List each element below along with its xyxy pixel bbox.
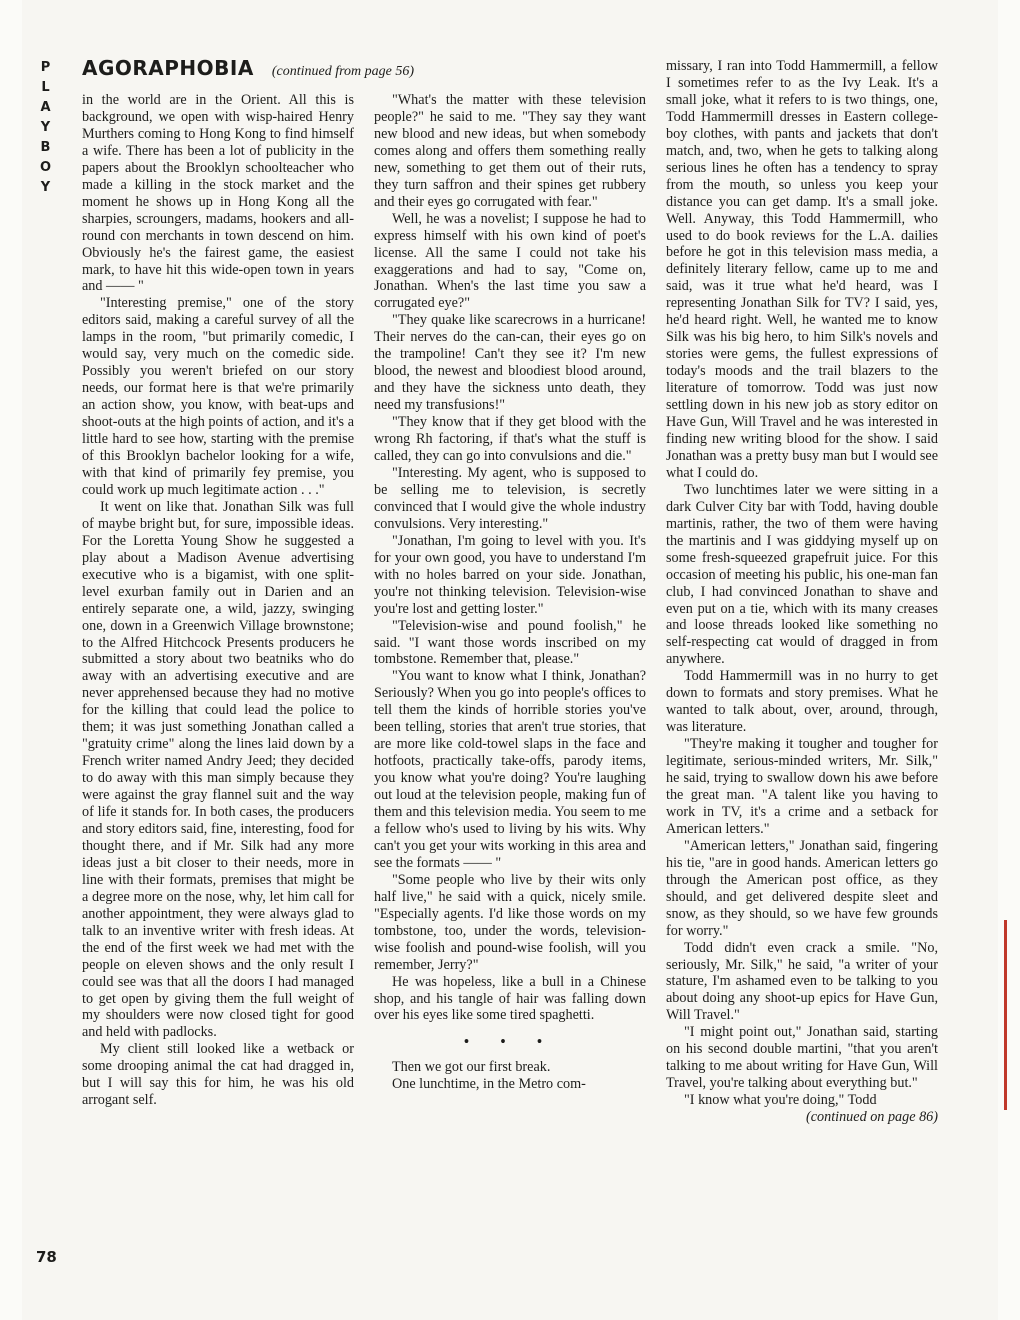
paragraph: "They quake like scarecrows in a hurricane! Their nerves do the can-can, their eyes go on the trampoline! Can't they see it? I'm new blood, the newest and bloodiest blood around, and they have the sickness unto death, they need my transfusions!" bbox=[374, 312, 646, 414]
paragraph: "Interesting. My agent, who is supposed to be selling me to television, is secretly convinced that I would give the whole industry convulsions. Very interesting." bbox=[374, 464, 646, 532]
paragraph: "Jonathan, I'm going to level with you. It's for your own good, you have to understand I'm with no holes barred on your side. Jonathan, you're not thinking television. Television-wise you're lost and getting loster." bbox=[374, 532, 646, 617]
side-letter: Y bbox=[40, 120, 52, 135]
magazine-side-label bbox=[36, 58, 56, 198]
continued-on-note: (continued on page 86) bbox=[806, 1109, 938, 1126]
paragraph: Two lunchtimes later we were sitting in a dark Culver City bar with Todd, having double martinis, rather, the two of them were having the martinis and I was giddying myself up on some fresh-squeezed grapefruit juice. For this occasion of meeting his public, his one-man fan club, I had convinced Jonathan to shave and even put on a tie, which with its many creases and loose threads looked like something no self-respecting cat would of dragged in from anywhere. bbox=[666, 481, 938, 668]
text-column-1 bbox=[82, 92, 354, 1109]
section-break: • • • bbox=[464, 1034, 556, 1051]
paragraph: "What's the matter with these television people?" he said to me. "They say they want new blood and new ideas, but when somebody comes along and offers them something really new, something to get them out of their ruts, they turn saffron and their spines get rubbery and their eyes go corrugated with fear." bbox=[374, 92, 646, 210]
paragraph: "They're making it tougher and tougher for legitimate, serious-minded writers, Mr. Silk," he said, trying to swallow down his awe before the great man. "A talent like you having to work in TV, it's a crime and a setback for American letters." bbox=[666, 736, 938, 837]
paragraph: Todd didn't even crack a smile. "No, seriously, Mr. Silk," he said, "a writer of your stature, I'm ashamed even to be talking to you about doing any shoot-up epics for Have Gun, Will Travel." bbox=[666, 939, 938, 1024]
text-column-3 bbox=[666, 58, 938, 1126]
paragraph: Todd Hammermill was in no hurry to get down to formats and story premises. What he wanted to talk about, over, around, through, was literature. bbox=[666, 668, 938, 736]
side-letter: B bbox=[40, 140, 52, 155]
paragraph: "I might point out," Jonathan said, starting on his second double martini, "that you aren't talking to me about writing for Have Gun, Will Travel, you're talking about everything but." bbox=[666, 1024, 938, 1092]
paragraph: "I know what you're doing," Todd bbox=[684, 1092, 877, 1109]
page-number: 78 bbox=[36, 1248, 57, 1266]
paragraph: It went on like that. Jonathan Silk was full of maybe bright but, for sure, impossible ideas. For the Loretta Young Show he suggested a play about a Madison Avenue advertising executive who is a bigamist, with one split-level exurban family out in Darien and an entirely separate one, a wild, jazzy, swinging one, down in a Greenwich Village brownstone; to the Alfred Hitchcock Presents producers he submitted a story about two beatniks who do away with an advertising executive and are never apprehensed because they had no motive for the killing that could lead the police to them; it was just something Jonathan called a "gratuity crime" along the lines laid down by a French writer named Andry Jeed; they decided to do away with this man simply because they were against the gray flannel suit and the way of life it stands for. In both cases, the producers and story editors said, fine, interesting, food for thought there, and if Mr. Silk had any more ideas just a bit closer to their needs, more in line with their formats, premises that might be a degree more on the nose, why, let him call for another appointment, they were always glad to talk to an inventive writer with fresh ideas. At the end of the first week we had met with the people on eleven shows and the only result I could see was that all the doors I had managed to get open by giving them the full weight of my shoulders were now closed tight for good and held with padlocks. bbox=[82, 498, 354, 1041]
side-letter: O bbox=[39, 160, 53, 175]
side-letter: Y bbox=[40, 180, 52, 195]
paragraph: in the world are in the Orient. All this is background, we open with wisp-haired Henry Murthers coming to Hong Kong to find himself a wife. There has been a lot of publicity in the papers about the Brooklyn schoolteacher who made a killing in the stock market and the moment he shows up in Hong Kong all the sharpies, scroungers, madams, hookers and all-round con merchants in town descend on him. Obviously he's the fairest game, the easiest mark, to have hit this wide-open town in years and —— " bbox=[82, 92, 354, 295]
text-column-2 bbox=[374, 92, 646, 1093]
side-letter: L bbox=[41, 80, 51, 95]
side-letter: A bbox=[40, 100, 52, 115]
paragraph: "You want to know what I think, Jonathan? Seriously? When you go into people's offices to tell them the kinds of horrible stories you've been telling, stories that aren't true stories, that are more like cold-towel slaps in the face and hotfoots, practically take-offs, parody items, you know what you're doing? You're laughing out loud at the television people, making fun of them and this television media. You seem to me a fellow who's used to living by his wits. Why can't you get your wits working in this area and see the formats —— " bbox=[374, 668, 646, 871]
paragraph: My client still looked like a wetback or some drooping animal the cat had dragged in, but I will say this for him, he was his old arrogant self. bbox=[82, 1041, 354, 1109]
paragraph: "They know that if they get blood with the wrong Rh factoring, if that's what the stuff is called, they can go into convulsions and die." bbox=[374, 414, 646, 465]
paragraph: "Television-wise and pound foolish," he said. "I want those words inscribed on my tombstone. Remember that, please." bbox=[374, 617, 646, 668]
paragraph: "Interesting premise," one of the story editors said, making a careful survey of all the lamps in the room, "but primarily comedic, I would say, very much on the comedic side. Possibly you weren't briefed on our story needs, our format here is that we're primarily an action show, you know, with beat-ups and shoot-outs at the high points of action, and it's a little hard to see how, starting with the premise of this Brooklyn bachelor looking for a wife, with that kind of primarily fey premise, you could work up much legitimate action . . ." bbox=[82, 295, 354, 498]
article-header bbox=[82, 56, 414, 80]
continued-from-note: (continued from page 56) bbox=[271, 64, 415, 79]
paragraph: One lunchtime, in the Metro com- bbox=[392, 1076, 586, 1093]
side-letter: P bbox=[40, 60, 52, 75]
paragraph: He was hopeless, like a bull in a Chinese shop, and his tangle of hair was falling down over his eyes like some tired spaghetti. bbox=[374, 973, 646, 1024]
page-edge-mark bbox=[1004, 920, 1007, 1110]
paragraph: "Some people who live by their wits only half live," he said with a quick, nicely smile. "Especially agents. I'd like those words on my tombstone, too, under the words, television-wise foolish and pound-wise foolish, will you remember, Jerry?" bbox=[374, 871, 646, 973]
paragraph: "American letters," Jonathan said, fingering his tie, "are in good hands. American letters go through the American post office, as they should, and get delivered despite sleet and snow, as they should, so we have few grounds for worry." bbox=[666, 837, 938, 939]
paragraph: Then we got our first break. bbox=[392, 1059, 551, 1076]
article-title: AGORAPHOBIA bbox=[82, 56, 254, 80]
paragraph: missary, I ran into Todd Hammermill, a fellow I sometimes refer to as the Ivy Leak. It's a small joke, what it refers to is two things, one, Todd Hammermill dresses in Eastern college-boy clothes, with pants and jackets that don't match, and, two, when he gets to talking along serious lines he often has a tendency to spray from the mouth, so unless you keep your distance you can get damp. It's a small joke. Well. Anyway, this Todd Hammermill, who used to do book reviews for the L.A. dailies before he got in this television mass media, a definitely literary fellow, came up to me and said, was it true what he'd heard, was I representing Jonathan Silk for TV? I said, yes, he'd heard right. Well, he wanted me to know Silk was his big hero, to him Silk's novels and stories were gems, the fullest expressions of today's moods and the trail blazers to the literature of tomorrow. Todd was just now settling down in his new job as story editor on Have Gun, Will Travel and he was interested in finding new writing blood for the show. I said Jonathan was a pretty busy man but I would see what I could do. bbox=[666, 58, 938, 481]
paragraph: Well, he was a novelist; I suppose he had to express himself with his own kind of poet's license. All the same I could not take his exaggerations and had to say, "Come on, Jonathan. When's the last time you saw a corrugated eye?" bbox=[374, 210, 646, 312]
